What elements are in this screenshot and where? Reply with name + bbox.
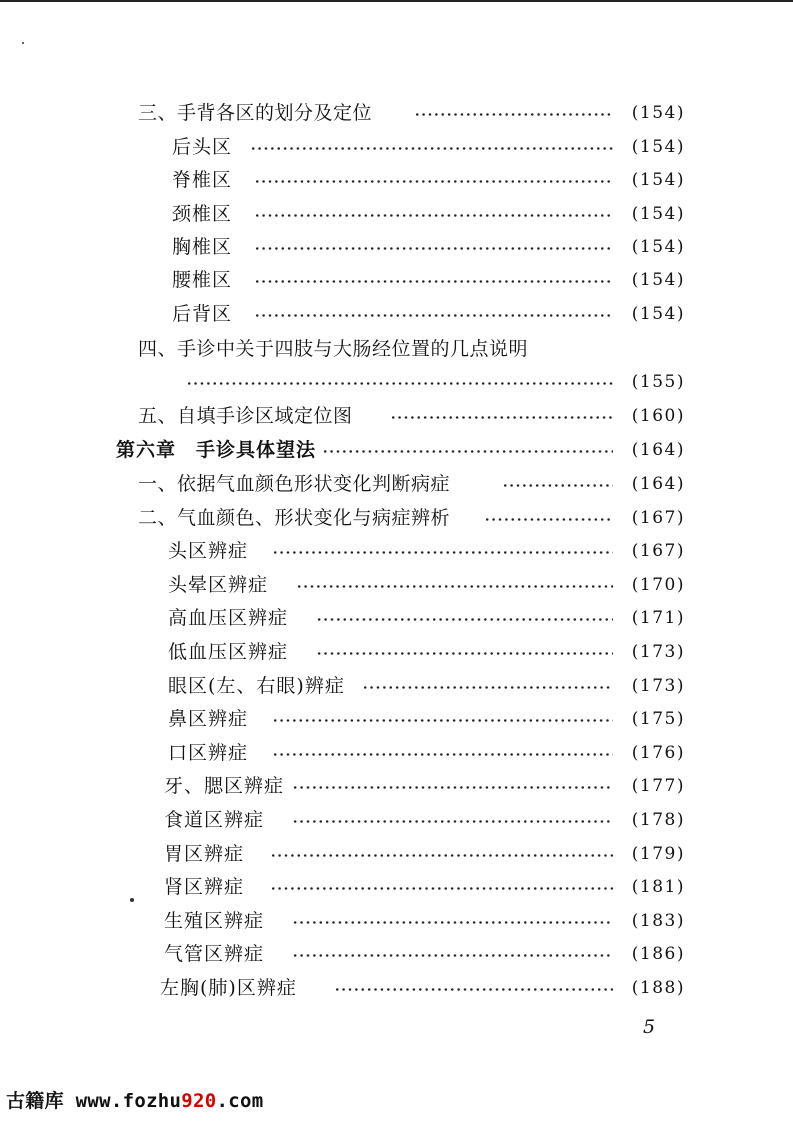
dot-leader: [484, 518, 613, 521]
toc-entry[interactable]: [0, 638, 793, 666]
dot-leader: [292, 820, 613, 823]
toc-entry-title: 生殖区辨症: [164, 910, 265, 932]
dot-leader: [270, 887, 613, 890]
dot-leader: [316, 652, 613, 655]
toc-entry-page: (188): [631, 978, 685, 998]
dot-leader: [254, 180, 613, 183]
dot-leader: [254, 214, 613, 217]
toc-entry-page: (154): [631, 270, 685, 290]
dot-leader: [296, 585, 613, 588]
toc-entry[interactable]: [0, 974, 793, 1002]
dot-leader: [254, 247, 613, 250]
toc-entry-page: (167): [631, 541, 685, 561]
toc-entry-title: 食道区辨症: [164, 809, 265, 831]
toc-entry[interactable]: [0, 335, 793, 363]
dot-leader: [362, 686, 613, 689]
toc-entry-title: 后头区: [172, 136, 233, 158]
dot-leader: [186, 382, 613, 385]
toc-entry-page: (164): [631, 440, 685, 460]
toc-entry-page: (173): [631, 642, 685, 662]
toc-entry-title: 脊椎区: [172, 169, 233, 191]
dot-leader: [270, 854, 613, 857]
toc-entry-page: (170): [631, 575, 685, 595]
chapter-title: 第六章 手诊具体望法: [116, 439, 317, 461]
page-number: 5: [643, 1016, 656, 1038]
toc-entry-page: (181): [631, 877, 685, 897]
toc-entry[interactable]: [0, 907, 793, 935]
toc-entry-title: 口区辨症: [168, 742, 249, 764]
toc-entry-title: 三、手背各区的划分及定位: [138, 102, 373, 124]
toc-entry-page: (154): [631, 204, 685, 224]
toc-entry-page: (154): [631, 170, 685, 190]
toc-entry-page: (154): [631, 304, 685, 324]
site-watermark: [6, 1086, 263, 1113]
toc-entry-title: 高血压区辨症: [168, 607, 289, 629]
toc-entry[interactable]: [0, 300, 793, 328]
toc-entry-page: (173): [631, 676, 685, 696]
toc-entry[interactable]: [0, 940, 793, 968]
toc-entry-title: 颈椎区: [172, 203, 233, 225]
toc-entry-page: (167): [631, 508, 685, 528]
toc-entry-title: 低血压区辨症: [168, 641, 289, 663]
toc-entry[interactable]: [0, 133, 793, 161]
toc-entry[interactable]: [0, 806, 793, 834]
toc-entry-title: 头晕区辨症: [168, 574, 269, 596]
toc-entry-title: 牙、腮区辨症: [164, 775, 285, 797]
dot-leader: [316, 618, 613, 621]
toc-entry[interactable]: [0, 873, 793, 901]
toc-entry-page: (177): [631, 776, 685, 796]
toc-entry-continuation[interactable]: [0, 368, 793, 396]
dot-leader: [322, 450, 613, 453]
toc-entry[interactable]: [0, 705, 793, 733]
toc-entry-title: 腰椎区: [172, 269, 233, 291]
toc-entry-page: (175): [631, 709, 685, 729]
dot-leader: [250, 147, 613, 150]
toc-entry[interactable]: [0, 571, 793, 599]
dot-leader: [254, 280, 613, 283]
toc-entry[interactable]: [0, 99, 793, 127]
toc-entry-title: 胃区辨症: [164, 843, 245, 865]
toc-entry-title: 鼻区辨症: [168, 708, 249, 730]
dot-leader: [254, 314, 613, 317]
dot-leader: [272, 753, 613, 756]
toc-entry[interactable]: [0, 840, 793, 868]
watermark-number: 920: [181, 1090, 217, 1112]
toc-entry[interactable]: [0, 504, 793, 532]
dot-leader: [292, 921, 613, 924]
toc-entry-page: (160): [631, 406, 685, 426]
toc-entry-title: 眼区(左、右眼)辨症: [168, 675, 345, 697]
watermark-prefix: 古籍库 www.fozhu: [6, 1090, 182, 1112]
dot-leader: [502, 484, 613, 487]
toc-entry[interactable]: [0, 470, 793, 498]
toc-entry[interactable]: [0, 739, 793, 767]
toc-entry-page: (164): [631, 474, 685, 494]
toc-entry-title: 肾区辨症: [164, 876, 245, 898]
dot-leader: [334, 988, 613, 991]
toc-entry-page: (179): [631, 844, 685, 864]
toc-entry-title: 头区辨症: [168, 540, 249, 562]
toc-entry-title: 左胸(肺)区辨症: [160, 977, 297, 999]
watermark-suffix: .com: [216, 1090, 264, 1112]
toc-entry-page: (176): [631, 743, 685, 763]
toc-entry-title: 胸椎区: [172, 236, 233, 258]
scan-speck: [22, 42, 24, 44]
toc-entry-page: (154): [631, 103, 685, 123]
dot-leader: [272, 719, 613, 722]
dot-leader: [414, 113, 613, 116]
toc-chapter-entry[interactable]: [0, 436, 793, 464]
toc-entry[interactable]: [0, 672, 793, 700]
dot-leader: [390, 416, 613, 419]
toc-entry-page: (186): [631, 944, 685, 964]
toc-entry-page: (154): [631, 137, 685, 157]
toc-entry-title: 后背区: [172, 303, 233, 325]
dot-leader: [272, 551, 613, 554]
toc-entry[interactable]: [0, 200, 793, 228]
toc-entry[interactable]: [0, 604, 793, 632]
toc-entry[interactable]: [0, 266, 793, 294]
toc-entry-page: (183): [631, 911, 685, 931]
toc-entry-title: 一、依据气血颜色形状变化判断病症: [138, 473, 451, 495]
toc-entry-page: (171): [631, 608, 685, 628]
dot-leader: [292, 786, 613, 789]
toc-entry[interactable]: [0, 537, 793, 565]
toc-entry-title: 二、气血颜色、形状变化与病症辨析: [138, 507, 451, 529]
toc-entry[interactable]: [0, 772, 793, 800]
dot-leader: [292, 954, 613, 957]
toc-entry-title: 四、手诊中关于四肢与大肠经位置的几点说明: [138, 338, 529, 360]
toc-entry[interactable]: [0, 166, 793, 194]
toc-entry-page: (155): [631, 372, 685, 392]
toc-entry-title: 五、自填手诊区域定位图: [138, 405, 353, 427]
toc-entry-title: 气管区辨症: [164, 943, 265, 965]
scan-speck: [130, 898, 134, 902]
toc-entry-page: (178): [631, 810, 685, 830]
toc-entry-page: (154): [631, 237, 685, 257]
toc-entry[interactable]: [0, 402, 793, 430]
toc-entry[interactable]: [0, 233, 793, 261]
